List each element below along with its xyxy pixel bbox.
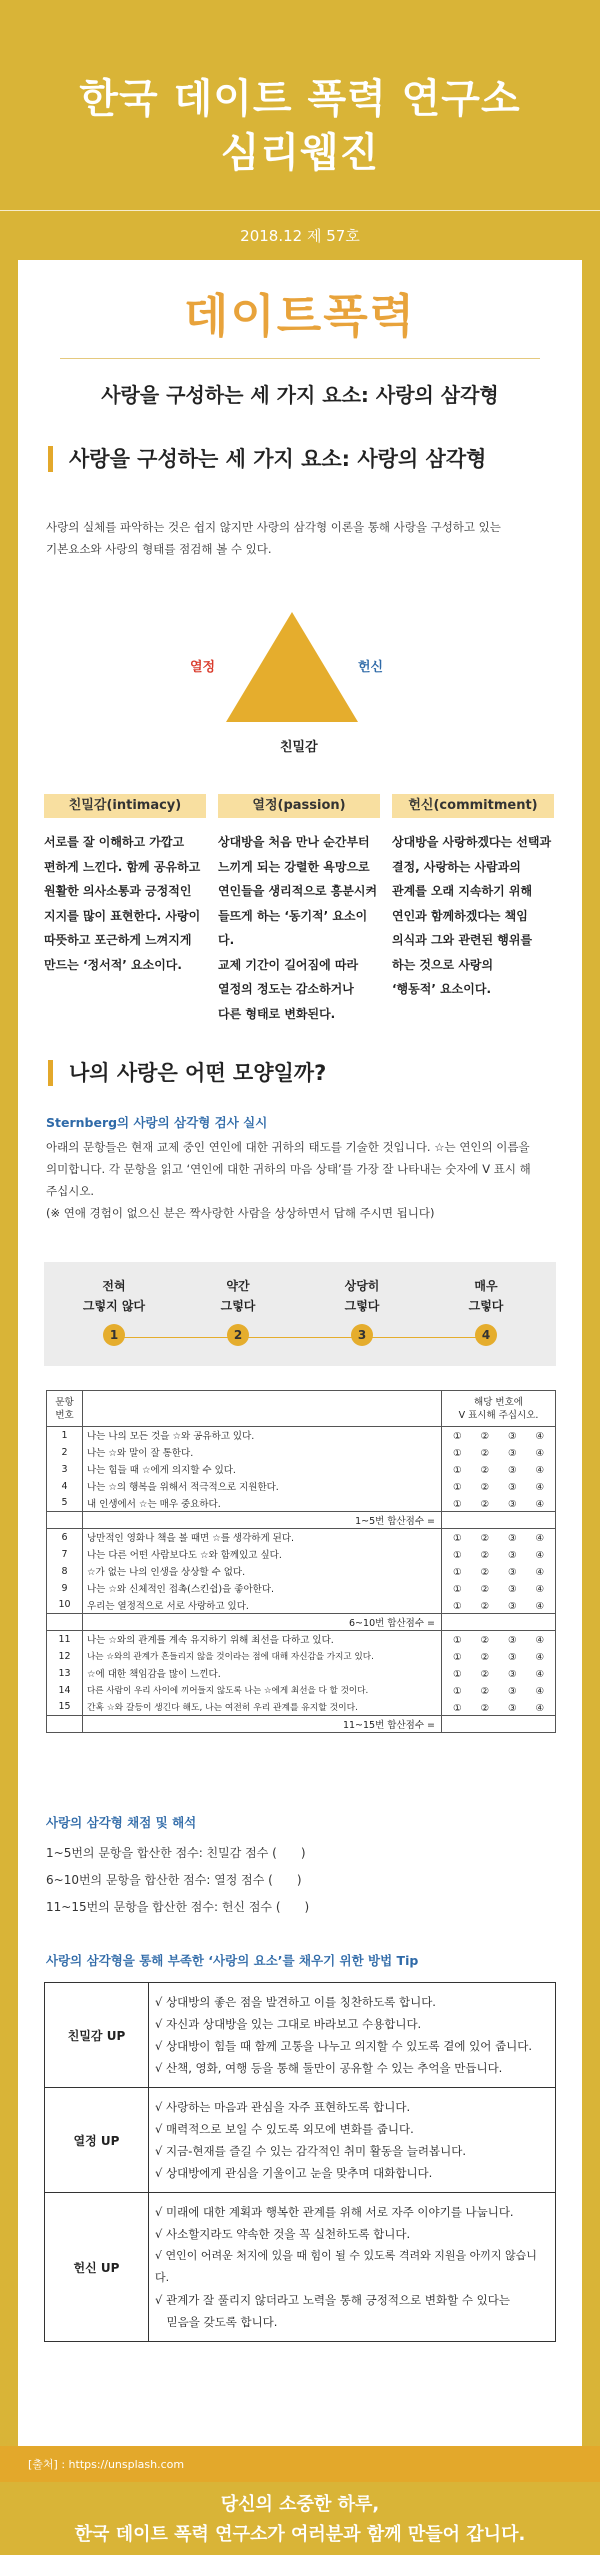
q-text: 나는 ☆와의 관계를 계속 유지하기 위해 최선을 다하고 있다. bbox=[83, 1631, 442, 1648]
tip-item: √ 지금-현재를 즐길 수 있는 감각적인 취미 활동을 늘려봅니다. bbox=[155, 2144, 466, 2158]
q-text: 낭만적인 영화나 책을 볼 때면 ☆를 생각하게 된다. bbox=[83, 1529, 442, 1546]
q-number: 2 bbox=[47, 1444, 83, 1461]
header bbox=[0, 0, 600, 260]
sum-value[interactable] bbox=[442, 1716, 556, 1733]
intro-line: 사랑의 실체를 파악하는 것은 쉽지 않지만 사랑의 삼각형 이론을 통해 사랑을 구성하고 있는 bbox=[46, 520, 501, 534]
tips-key: 헌신 UP bbox=[45, 2193, 149, 2342]
scale-item bbox=[312, 1276, 412, 1346]
sum-row bbox=[47, 1716, 556, 1733]
q-number: 9 bbox=[47, 1580, 83, 1597]
tips-values bbox=[149, 2088, 556, 2193]
tip-item: √ 자신과 상대방을 있는 그대로 바라보고 수용합니다. bbox=[155, 2017, 422, 2031]
section2-heading: 나의 사랑은 어떤 모양일까? bbox=[48, 1060, 326, 1086]
scale-item bbox=[436, 1276, 536, 1346]
q-options[interactable]: ① ② ③ ④ bbox=[442, 1529, 556, 1546]
tip-item: √ 매력적으로 보일 수 있도록 외모에 변화를 줍니다. bbox=[155, 2122, 414, 2136]
table-row bbox=[47, 1478, 556, 1495]
table-row bbox=[47, 1597, 556, 1614]
tip-item: √ 관계가 잘 풀리지 않더라고 노력을 통해 긍정적으로 변화할 수 있다는 bbox=[155, 2293, 510, 2307]
q-number: 5 bbox=[47, 1495, 83, 1512]
q-text: 나는 ☆의 행복을 위해서 적극적으로 지원한다. bbox=[83, 1478, 442, 1495]
question-group-2 bbox=[47, 1529, 556, 1631]
q-number: 4 bbox=[47, 1478, 83, 1495]
table-row bbox=[47, 1529, 556, 1546]
tips-title: 사랑의 삼각형을 통해 부족한 ‘사랑의 요소’를 채우기 위한 방법 Tip bbox=[46, 1953, 419, 1968]
scoring-item: 6~10번의 문항을 합산한 점수: 열정 점수 ( ) bbox=[46, 1873, 302, 1887]
column-line: 만드는 ‘정서적’ 요소이다. bbox=[44, 957, 182, 972]
sum-label: 6~10번 합산점수 = bbox=[83, 1614, 442, 1631]
header-options-line: 해당 번호에 bbox=[474, 1396, 523, 1408]
q-text: 나는 ☆와의 관계가 흔들리지 않을 것이라는 점에 대해 자신감을 가지고 있다. bbox=[83, 1648, 442, 1665]
column-line: 의식과 그와 관련된 행위를 bbox=[392, 933, 533, 947]
triangle-label-commitment: 헌신 bbox=[358, 660, 384, 675]
q-text: 나는 힘들 때 ☆에게 의지할 수 있다. bbox=[83, 1461, 442, 1478]
header-title-line2: 심리웹진 bbox=[220, 130, 380, 176]
column-head: 열정(passion) bbox=[218, 794, 380, 818]
table-header bbox=[47, 1391, 556, 1427]
tip-item: √ 사랑하는 마음과 관심을 자주 표현하도록 합니다. bbox=[155, 2100, 411, 2114]
column-body bbox=[44, 830, 206, 977]
tips-values bbox=[149, 2193, 556, 2342]
scale-number: 1 bbox=[103, 1324, 125, 1346]
intro-line: 기본요소와 사랑의 형태를 점검해 볼 수 있다. bbox=[46, 542, 272, 556]
tips-row bbox=[45, 1983, 556, 2088]
q-options[interactable]: ① ② ③ ④ bbox=[442, 1597, 556, 1614]
q-number: 3 bbox=[47, 1461, 83, 1478]
tip-item: √ 사소할지라도 약속한 것을 꼭 실천하도록 합니다. bbox=[155, 2227, 411, 2241]
scoring-title: 사랑의 삼각형 채점 및 해석 bbox=[46, 1815, 197, 1830]
q-options[interactable]: ① ② ③ ④ bbox=[442, 1682, 556, 1699]
header-options-line: V 표시해 주십시오. bbox=[458, 1409, 539, 1421]
q-options[interactable]: ① ② ③ ④ bbox=[442, 1461, 556, 1478]
scoring-item: 1~5번의 문항을 합산한 점수: 친밀감 점수 ( ) bbox=[46, 1846, 306, 1860]
table-row bbox=[47, 1699, 556, 1716]
table-row bbox=[47, 1631, 556, 1648]
column-passion bbox=[218, 794, 380, 1026]
scale-label: 그렇다 bbox=[468, 1299, 504, 1313]
section1-heading: 사랑을 구성하는 세 가지 요소: 사랑의 삼각형 bbox=[48, 446, 486, 472]
q-number: 10 bbox=[47, 1597, 83, 1614]
desc-line: 주십시오. bbox=[46, 1184, 95, 1198]
scale-label: 그렇지 않다 bbox=[82, 1299, 146, 1313]
scale-label: 그렇다 bbox=[344, 1299, 380, 1313]
tip-item: √ 미래에 대한 계획과 행복한 관계를 위해 서로 자주 이야기를 나눕니다. bbox=[155, 2205, 514, 2219]
q-options[interactable]: ① ② ③ ④ bbox=[442, 1478, 556, 1495]
column-commitment bbox=[392, 794, 554, 1002]
sum-row bbox=[47, 1512, 556, 1529]
scoring-item: 11~15번의 문항을 합산한 점수: 헌신 점수 ( ) bbox=[46, 1900, 310, 1914]
column-line: 결정, 사랑하는 사람과의 bbox=[392, 859, 521, 874]
content-card bbox=[18, 260, 582, 2452]
footer-line: 당신의 소중한 하루, bbox=[220, 2494, 380, 2515]
column-head: 헌신(commitment) bbox=[392, 794, 554, 818]
q-number: 11 bbox=[47, 1631, 83, 1648]
column-line: 열정의 정도는 감소하거나 bbox=[218, 982, 354, 996]
header-divider bbox=[0, 210, 600, 211]
tips-key: 친밀감 UP bbox=[45, 1983, 149, 2088]
column-line: 상대방을 사랑하겠다는 선택과 bbox=[392, 835, 552, 849]
q-text: 나는 다른 어떤 사람보다도 ☆와 함께있고 싶다. bbox=[83, 1546, 442, 1563]
tip-item: √ 상대방에게 관심을 기울이고 눈을 맞추며 대화합니다. bbox=[155, 2166, 433, 2180]
header-title-line1: 한국 데이트 폭력 연구소 bbox=[79, 76, 521, 122]
q-number: 12 bbox=[47, 1648, 83, 1665]
issue-number: 2018.12 제 57호 bbox=[240, 227, 360, 245]
q-text: 내 인생에서 ☆는 매우 중요하다. bbox=[83, 1495, 442, 1512]
sum-label: 11~15번 합산점수 = bbox=[83, 1716, 442, 1733]
table-row bbox=[47, 1427, 556, 1444]
column-line: 편하게 느낀다. 함께 공유하고 bbox=[44, 859, 201, 874]
column-intimacy bbox=[44, 794, 206, 977]
header-number: 문항 번호 bbox=[47, 1391, 83, 1427]
test-description bbox=[46, 1136, 556, 1224]
column-line: 상대방을 처음 만나 순간부터 bbox=[218, 835, 370, 849]
title-divider bbox=[60, 358, 540, 359]
q-number: 1 bbox=[47, 1427, 83, 1444]
tip-item: √ 연인이 어려운 처지에 있을 때 힘이 될 수 있도록 격려와 지원을 아끼지 않습니다. bbox=[155, 2249, 537, 2284]
scale-label: 약간 bbox=[226, 1279, 250, 1293]
q-options[interactable]: ① ② ③ ④ bbox=[442, 1648, 556, 1665]
source-link[interactable]: [출처] : https://unsplash.com bbox=[28, 2458, 185, 2471]
scale-number: 2 bbox=[227, 1324, 249, 1346]
table-row bbox=[47, 1495, 556, 1512]
column-line: 관계를 오래 지속하기 위해 bbox=[392, 884, 533, 898]
q-number: 14 bbox=[47, 1682, 83, 1699]
scale-number: 4 bbox=[475, 1324, 497, 1346]
column-line: 느끼게 되는 강렬한 욕망으로 bbox=[218, 859, 370, 874]
main-subtitle: 사랑을 구성하는 세 가지 요소: 사랑의 삼각형 bbox=[101, 383, 499, 407]
column-line: 지지를 많이 표현한다. 사랑이 bbox=[44, 908, 201, 923]
scale-label: 전혀 bbox=[102, 1279, 126, 1293]
scoring-list bbox=[46, 1840, 556, 1921]
header-question bbox=[83, 1391, 442, 1427]
tip-item: 믿음을 갖도록 합니다. bbox=[155, 2315, 278, 2329]
love-triangle bbox=[226, 612, 358, 722]
column-body bbox=[392, 830, 554, 1002]
q-options[interactable]: ① ② ③ ④ bbox=[442, 1631, 556, 1648]
table-row bbox=[47, 1563, 556, 1580]
tip-item: √ 상대방이 힘들 때 함께 고통을 나누고 의지할 수 있도록 곁에 있어 줍니다. bbox=[155, 2039, 533, 2053]
table-row bbox=[47, 1461, 556, 1478]
q-number: 15 bbox=[47, 1699, 83, 1716]
q-options[interactable]: ① ② ③ ④ bbox=[442, 1563, 556, 1580]
scale-label: 상당히 bbox=[344, 1279, 380, 1293]
scale-line bbox=[114, 1337, 488, 1338]
footer-line: 한국 데이트 폭력 연구소가 여러분과 함께 만들어 갑니다. bbox=[74, 2524, 526, 2545]
q-text: ☆에 대한 책임감을 많이 느낀다. bbox=[83, 1665, 442, 1682]
column-line: 원활한 의사소통과 긍정적인 bbox=[44, 884, 192, 898]
sum-label: 1~5번 합산점수 = bbox=[83, 1512, 442, 1529]
column-line: 교제 기간이 길어짐에 따라 bbox=[218, 957, 359, 972]
column-line: 연인과 함께하겠다는 책임 bbox=[392, 908, 528, 923]
q-text: 나는 ☆와 신체적인 접촉(스킨쉽)을 좋아한다. bbox=[83, 1580, 442, 1597]
q-text: 다른 사람이 우리 사이에 끼어들지 않도록 나는 ☆에게 최선을 다 할 것이다. bbox=[83, 1682, 442, 1699]
scale-label: 그렇다 bbox=[220, 1299, 256, 1313]
q-text: 간혹 ☆와 갈등이 생긴다 해도, 나는 여전히 우리 관계를 유지할 것이다. bbox=[83, 1699, 442, 1716]
q-number: 7 bbox=[47, 1546, 83, 1563]
column-body bbox=[218, 830, 380, 1026]
table-row bbox=[47, 1444, 556, 1461]
scale-item bbox=[64, 1276, 164, 1346]
q-options[interactable]: ① ② ③ ④ bbox=[442, 1580, 556, 1597]
triangle-label-passion: 열정 bbox=[190, 660, 216, 675]
column-line: ‘행동적’ 요소이다. bbox=[392, 982, 491, 996]
q-options[interactable]: ① ② ③ ④ bbox=[442, 1444, 556, 1461]
question-group-3 bbox=[47, 1631, 556, 1733]
column-head: 친밀감(intimacy) bbox=[44, 794, 206, 818]
table-row bbox=[47, 1546, 556, 1563]
q-text: 나는 나의 모든 것을 ☆와 공유하고 있다. bbox=[83, 1427, 442, 1444]
q-options[interactable]: ① ② ③ ④ bbox=[442, 1495, 556, 1512]
table-row bbox=[47, 1665, 556, 1682]
tips-key: 열정 UP bbox=[45, 2088, 149, 2193]
column-line: 들뜨게 하는 ‘동기적’ 요소이다. bbox=[218, 908, 368, 947]
scale-label: 매우 bbox=[474, 1279, 498, 1293]
desc-line: 아래의 문항들은 현재 교제 중인 연인에 대한 귀하의 태도를 기술한 것입니다. ☆는 연인의 이름을 bbox=[46, 1140, 530, 1154]
answer-scale bbox=[44, 1262, 556, 1366]
column-line: 하는 것으로 사랑의 bbox=[392, 957, 494, 972]
q-number: 6 bbox=[47, 1529, 83, 1546]
q-options[interactable]: ① ② ③ ④ bbox=[442, 1427, 556, 1444]
tips-table bbox=[44, 1982, 556, 2342]
footer bbox=[0, 2482, 600, 2555]
source-bar bbox=[0, 2446, 600, 2482]
q-options[interactable]: ① ② ③ ④ bbox=[442, 1699, 556, 1716]
header-options bbox=[442, 1391, 556, 1427]
test-title: Sternberg의 사랑의 삼각형 검사 실시 bbox=[46, 1115, 268, 1130]
table-row bbox=[47, 1580, 556, 1597]
sum-value[interactable] bbox=[442, 1512, 556, 1529]
sum-row bbox=[47, 1614, 556, 1631]
tip-item: √ 산책, 영화, 여행 등을 통해 둘만이 공유할 수 있는 추억을 만듭니다. bbox=[155, 2061, 503, 2075]
q-text: 나는 ☆와 말이 잘 통한다. bbox=[83, 1444, 442, 1461]
q-options[interactable]: ① ② ③ ④ bbox=[442, 1546, 556, 1563]
desc-note: (※ 연애 경험이 없으신 분은 짝사랑한 사람을 상상하면서 답해 주시면 됩니다) bbox=[46, 1206, 435, 1220]
tips-row bbox=[45, 2088, 556, 2193]
q-text: 우리는 열정적으로 서로 사랑하고 있다. bbox=[83, 1597, 442, 1614]
q-number: 8 bbox=[47, 1563, 83, 1580]
triangle-label-intimacy: 친밀감 bbox=[280, 740, 318, 755]
table-row bbox=[47, 1682, 556, 1699]
tips-values bbox=[149, 1983, 556, 2088]
scale-number: 3 bbox=[351, 1324, 373, 1346]
q-number: 13 bbox=[47, 1665, 83, 1682]
column-line: 따뜻하고 포근하게 느껴지게 bbox=[44, 933, 192, 947]
questionnaire-table bbox=[46, 1390, 556, 1733]
column-line: 다른 형태로 변화된다. bbox=[218, 1006, 336, 1021]
desc-line: 의미합니다. 각 문항을 읽고 ‘연인에 대한 귀하의 마음 상태’를 가장 잘 나타내는 숫자에 V 표시 해 bbox=[46, 1162, 531, 1176]
column-line: 연인들을 생리적으로 흥분시켜 bbox=[218, 884, 378, 898]
sum-value[interactable] bbox=[442, 1614, 556, 1631]
main-title: 데이트폭력 bbox=[183, 289, 417, 343]
scale-item bbox=[188, 1276, 288, 1346]
section1-intro bbox=[46, 516, 556, 560]
column-line: 서로를 잘 이해하고 가깝고 bbox=[44, 835, 185, 849]
tips-row bbox=[45, 2193, 556, 2342]
tip-item: √ 상대방의 좋은 점을 발견하고 이를 칭찬하도록 합니다. bbox=[155, 1995, 436, 2009]
q-text: ☆가 없는 나의 인생을 상상할 수 없다. bbox=[83, 1563, 442, 1580]
q-options[interactable]: ① ② ③ ④ bbox=[442, 1665, 556, 1682]
question-group-1 bbox=[47, 1427, 556, 1529]
table-row bbox=[47, 1648, 556, 1665]
